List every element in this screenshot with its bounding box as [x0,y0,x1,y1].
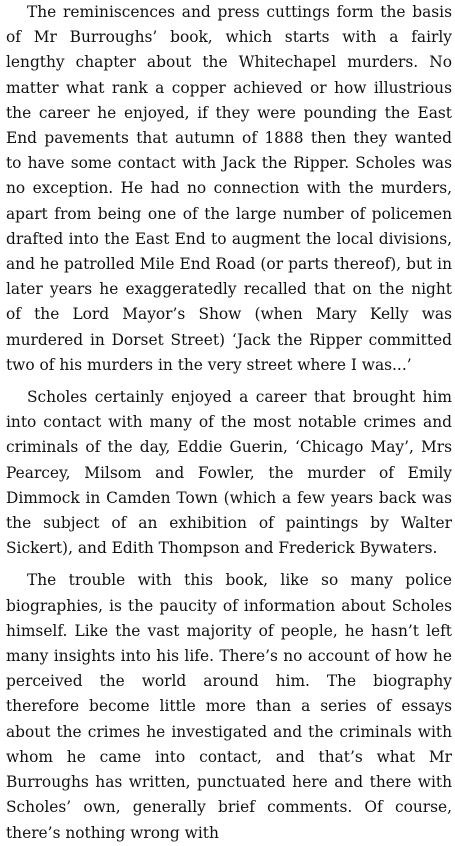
paragraph-1: The reminiscences and press cuttings form the basis of Mr Burroughs’ book, which starts with a fairly lengthy chapter about the Whitechapel murders. No matter what rank a copper achieved or how illustrious the career he enjoyed, if they were pounding the East End pavements that autumn of 1888 then they wanted to have some contact with Jack the Ripper. Scholes was no exception. He had no connection with the murders, apart from being one of the large number of policemen drafted into the East End to augment the local divisions, and he patrolled Mile End Road (or parts thereof), but in later years he exaggeratedly recalled that on the night of the Lord Mayor’s Show (when Mary Kelly was murdered in Dorset Street) ‘Jack the Ripper committed two of his murders in the very street where I was...’ [6,3,452,374]
paragraph-2: Scholes certainly enjoyed a career that brought him into contact with many of the most notable crimes and criminals of the day, Eddie Guerin, ‘Chicago May’, Mrs Pearcey, Milsom and Fowler, the murder of Emily Dimmock in Camden Town (which a few years back was the subject of an exhibition of paintings by Walter Sickert), and Edith Thompson and Frederick Bywaters. [6,388,452,558]
paragraph-3: The trouble with this book, like so many police biographies, is the paucity of information about Scholes himself. Like the vast majority of people, he hasn’t left many insights into his life. There’s no account of how he perceived the world around him. The biography therefore become little more than a series of essays about the crimes he investigated and the criminals with whom he came into contact, and that’s what Mr Burroughs has written, punctuated here and there with Scholes’ own, generally brief comments. Of course, there’s nothing wrong with [6,571,452,842]
